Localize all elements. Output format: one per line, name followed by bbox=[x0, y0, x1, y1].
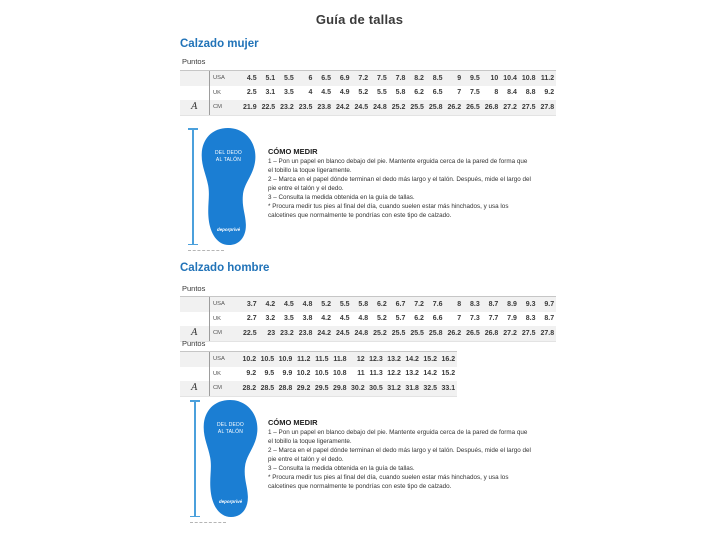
women-size-table bbox=[180, 70, 556, 116]
measure-line bbox=[192, 128, 194, 245]
how-to-measure-block-women bbox=[268, 147, 532, 221]
size-value-cell: 4.2 bbox=[265, 300, 276, 308]
marker-spacer-cell bbox=[180, 352, 209, 367]
size-value-cell: 24.5 bbox=[354, 103, 369, 111]
how-to-measure-step: 2 – Marca en el papel dónde terminan el dedo más largo y el talón. Después, mide el largo del pie entre el talón y el dedo. bbox=[268, 446, 531, 463]
table-row-usa bbox=[180, 352, 457, 367]
letter-a-marker: A bbox=[191, 383, 198, 394]
foot-direction-label bbox=[202, 422, 259, 435]
size-value-cell: 4.2 bbox=[321, 315, 331, 323]
size-value-cell: 4.8 bbox=[358, 315, 369, 323]
row-label-uk: UK bbox=[209, 86, 240, 101]
size-value-cell: 9.2 bbox=[544, 89, 555, 97]
size-value-cell: 11.2 bbox=[540, 74, 555, 82]
floor-dash-line bbox=[190, 522, 226, 523]
size-value-cell: 27.2 bbox=[503, 103, 517, 111]
size-value-cell: 4 bbox=[308, 89, 313, 97]
how-to-measure-title: CÓMO MEDIR bbox=[268, 147, 318, 156]
size-value-cell: 26.2 bbox=[447, 329, 462, 337]
size-value-cell: 7.8 bbox=[395, 74, 406, 82]
how-to-measure-title: CÓMO MEDIR bbox=[268, 418, 318, 427]
size-value-cell: 5.2 bbox=[377, 315, 387, 323]
size-value-cell: 11.8 bbox=[333, 355, 347, 363]
size-value-cell: 7.9 bbox=[507, 315, 517, 323]
size-value-cell: 5.8 bbox=[358, 300, 369, 308]
size-value-cell: 5.2 bbox=[358, 89, 369, 97]
size-value-cell: 10.5 bbox=[260, 355, 275, 363]
size-value-cell: 24.2 bbox=[317, 329, 331, 337]
size-value-cell: 3.1 bbox=[265, 89, 276, 97]
size-value-cell: 3.7 bbox=[246, 300, 257, 308]
size-value-cell: 9.9 bbox=[282, 370, 293, 378]
size-value-cell: 8.9 bbox=[507, 300, 517, 308]
size-value-cell: 32.5 bbox=[423, 384, 438, 392]
measure-line-top-cap bbox=[188, 128, 198, 130]
row-label-cm: CM bbox=[209, 100, 240, 115]
size-value-cell: 9.7 bbox=[544, 300, 555, 308]
size-value-cell: 8 bbox=[457, 300, 462, 308]
size-value-cell: 24.8 bbox=[354, 329, 369, 337]
size-value-cell: 10.8 bbox=[332, 370, 347, 378]
size-value-cell: 27.5 bbox=[521, 329, 536, 337]
how-to-measure-step: * Procura medir tus pies al final del día, cuando suelen estar más hinchados, y usa los calcetines que normalmente te pondrías con este tipo de calzado. bbox=[268, 202, 509, 219]
size-value-cell: 14.2 bbox=[405, 355, 419, 363]
size-value-cell: 4.8 bbox=[302, 300, 313, 308]
size-value-cell: 23.8 bbox=[298, 329, 313, 337]
size-value-cell: 3.8 bbox=[302, 315, 313, 323]
marker-spacer-cell bbox=[180, 86, 209, 101]
size-value-cell: 15.2 bbox=[441, 370, 456, 378]
size-value-cell: 24.8 bbox=[373, 103, 387, 111]
section-heading-men: Calzado hombre bbox=[180, 262, 270, 274]
size-value-cell: 5.5 bbox=[339, 300, 350, 308]
size-value-cell: 5.5 bbox=[377, 89, 387, 97]
table-row-cm bbox=[180, 381, 457, 396]
size-value-cell: 7.7 bbox=[488, 315, 499, 323]
size-value-cell: 31.2 bbox=[387, 384, 401, 392]
size-value-cell: 11.3 bbox=[369, 370, 383, 378]
marker-spacer-cell bbox=[180, 367, 209, 382]
size-value-cell: 10.5 bbox=[314, 370, 329, 378]
size-value-cell: 29.8 bbox=[332, 384, 347, 392]
size-value-cell: 6.2 bbox=[414, 89, 424, 97]
foot-direction-label bbox=[200, 150, 257, 163]
size-value-cell: 3.5 bbox=[284, 315, 294, 323]
size-value-cell: 3.2 bbox=[265, 315, 276, 323]
row-label-uk: UK bbox=[209, 312, 240, 327]
size-value-cell: 6.7 bbox=[395, 300, 406, 308]
cm-marker-cell bbox=[180, 100, 209, 115]
table-row-usa bbox=[180, 71, 556, 86]
size-value-cell: 33.1 bbox=[441, 384, 456, 392]
row-label-cm: CM bbox=[209, 381, 240, 396]
size-value-cell: 28.8 bbox=[278, 384, 293, 392]
size-value-cell: 7.2 bbox=[414, 300, 424, 308]
size-value-cell: 8.7 bbox=[544, 315, 555, 323]
floor-dash-line bbox=[188, 250, 224, 251]
brand-label: deporprivé bbox=[216, 227, 241, 232]
size-value-cell: 10.2 bbox=[242, 355, 257, 363]
size-value-cell: 11.2 bbox=[297, 355, 311, 363]
row-label-usa: USA bbox=[209, 71, 240, 86]
size-value-cell: 24.5 bbox=[335, 329, 350, 337]
size-value-cell: 14.2 bbox=[423, 370, 438, 378]
foot-measure-diagram-men bbox=[190, 398, 270, 526]
size-value-cell: 9 bbox=[457, 74, 462, 82]
table-row-uk bbox=[180, 86, 556, 101]
size-value-cell: 2.7 bbox=[246, 315, 257, 323]
size-value-cell: 9.5 bbox=[469, 74, 480, 82]
size-value-cell: 23.2 bbox=[280, 103, 294, 111]
size-value-cell: 5.1 bbox=[265, 74, 276, 82]
size-value-cell: 22.5 bbox=[261, 103, 276, 111]
letter-a-marker: A bbox=[191, 102, 198, 113]
size-value-cell: 25.8 bbox=[428, 103, 443, 111]
size-value-cell: 6.5 bbox=[432, 89, 443, 97]
table-row-uk bbox=[180, 367, 457, 382]
how-to-measure-step: 1 – Pon un papel en blanco debajo del pie. Mantente erguida cerca de la pared de forma que el tobillo la toque ligeramente. bbox=[268, 158, 528, 174]
size-value-cell: 10.9 bbox=[278, 355, 293, 363]
size-value-cell: 15.2 bbox=[423, 355, 438, 363]
size-value-cell: 9.3 bbox=[525, 300, 536, 308]
size-value-cell: 23.5 bbox=[298, 103, 313, 111]
size-value-cell: 11.5 bbox=[315, 355, 329, 363]
letter-a-marker: A bbox=[191, 328, 198, 339]
size-value-cell: 4.5 bbox=[339, 315, 350, 323]
size-value-cell: 13.2 bbox=[387, 355, 401, 363]
size-value-cell: 22.5 bbox=[242, 329, 257, 337]
size-value-cell: 8.3 bbox=[525, 315, 536, 323]
size-value-cell: 9.5 bbox=[264, 370, 275, 378]
size-value-cell: 29.5 bbox=[314, 384, 329, 392]
size-value-cell: 25.5 bbox=[410, 329, 424, 337]
size-value-cell: 13.2 bbox=[405, 370, 419, 378]
foot-direction-line1: DEL DEDO bbox=[215, 150, 242, 156]
how-to-measure-step: * Procura medir tus pies al final del día, cuando suelen estar más hinchados, y usa los calcetines que normalmente te pondrías con este tipo de calzado. bbox=[268, 473, 509, 490]
size-value-cell: 5.8 bbox=[395, 89, 406, 97]
size-value-cell: 21.9 bbox=[242, 103, 257, 111]
puntos-label: Puntos bbox=[182, 284, 206, 293]
size-value-cell: 12 bbox=[356, 355, 365, 363]
row-label-usa: USA bbox=[209, 297, 240, 312]
size-value-cell: 23 bbox=[267, 329, 276, 337]
size-value-cell: 7.3 bbox=[469, 315, 480, 323]
size-value-cell: 28.2 bbox=[242, 384, 257, 392]
marker-spacer-cell bbox=[180, 312, 209, 327]
table-row-uk bbox=[180, 312, 556, 327]
measure-line bbox=[194, 400, 196, 517]
size-value-cell: 26.8 bbox=[484, 329, 499, 337]
size-value-cell: 7 bbox=[457, 315, 462, 323]
size-value-cell: 25.2 bbox=[373, 329, 387, 337]
size-value-cell: 7.6 bbox=[432, 300, 443, 308]
size-value-cell: 23.2 bbox=[280, 329, 294, 337]
size-value-cell: 26.5 bbox=[466, 103, 480, 111]
measure-line-bottom-cap bbox=[188, 244, 198, 246]
size-value-cell: 29.2 bbox=[296, 384, 311, 392]
size-value-cell: 12.2 bbox=[387, 370, 401, 378]
size-value-cell: 10 bbox=[490, 74, 499, 82]
how-to-measure-step: 3 – Consulta la medida obtenida en la guía de tallas. bbox=[268, 193, 415, 201]
size-value-cell: 25.5 bbox=[391, 329, 406, 337]
puntos-label: Puntos bbox=[182, 339, 206, 348]
row-label-uk: UK bbox=[209, 367, 240, 382]
size-value-cell: 7 bbox=[457, 89, 462, 97]
size-value-cell: 4.5 bbox=[246, 74, 257, 82]
row-label-usa: USA bbox=[209, 352, 240, 367]
size-value-cell: 25.2 bbox=[391, 103, 406, 111]
size-value-cell: 30.5 bbox=[369, 384, 383, 392]
section-heading-women: Calzado mujer bbox=[180, 38, 259, 50]
men-size-table-1 bbox=[180, 296, 556, 342]
foot-direction-line1: DEL DEDO bbox=[217, 422, 244, 428]
size-value-cell: 8.3 bbox=[469, 300, 480, 308]
how-to-measure-steps bbox=[268, 158, 532, 221]
size-value-cell: 28.5 bbox=[260, 384, 275, 392]
measure-line-bottom-cap bbox=[190, 516, 200, 518]
size-value-cell: 30.2 bbox=[351, 384, 365, 392]
size-value-cell: 27.5 bbox=[521, 103, 536, 111]
measure-line-top-cap bbox=[190, 400, 200, 402]
size-value-cell: 23.8 bbox=[317, 103, 331, 111]
size-value-cell: 24.2 bbox=[335, 103, 350, 111]
size-value-cell: 27.8 bbox=[540, 103, 555, 111]
size-value-cell: 8 bbox=[494, 89, 499, 97]
size-value-cell: 6.6 bbox=[432, 315, 443, 323]
size-value-cell: 7.5 bbox=[377, 74, 387, 82]
size-value-cell: 8.2 bbox=[414, 74, 424, 82]
size-value-cell: 27.2 bbox=[503, 329, 517, 337]
how-to-measure-step: 3 – Consulta la medida obtenida en la guía de tallas. bbox=[268, 464, 415, 472]
puntos-label: Puntos bbox=[182, 57, 206, 66]
brand-label: deporprivé bbox=[218, 499, 243, 504]
size-value-cell: 25.8 bbox=[428, 329, 443, 337]
marker-spacer-cell bbox=[180, 297, 209, 312]
how-to-measure-steps bbox=[268, 429, 532, 492]
foot-direction-line2: AL TALÓN bbox=[217, 428, 244, 435]
size-value-cell: 31.8 bbox=[405, 384, 419, 392]
size-value-cell: 5.7 bbox=[395, 315, 406, 323]
foot-measure-diagram-women bbox=[188, 126, 268, 254]
size-value-cell: 8.4 bbox=[507, 89, 517, 97]
size-value-cell: 26.8 bbox=[484, 103, 499, 111]
size-value-cell: 11 bbox=[357, 370, 365, 378]
size-value-cell: 2.5 bbox=[246, 89, 257, 97]
foot-direction-line2: AL TALÓN bbox=[215, 156, 242, 163]
size-value-cell: 9.2 bbox=[246, 370, 257, 378]
size-value-cell: 4.5 bbox=[321, 89, 331, 97]
page-title: Guía de tallas bbox=[315, 12, 404, 27]
size-value-cell: 27.8 bbox=[540, 329, 555, 337]
size-value-cell: 26.2 bbox=[447, 103, 462, 111]
size-value-cell: 6.2 bbox=[377, 300, 387, 308]
size-value-cell: 4.9 bbox=[339, 89, 350, 97]
size-value-cell: 10.4 bbox=[503, 74, 517, 82]
men-size-table-2 bbox=[180, 351, 457, 397]
size-value-cell: 25.5 bbox=[410, 103, 424, 111]
how-to-measure-step: 1 – Pon un papel en blanco debajo del pie. Mantente erguida cerca de la pared de forma que el tobillo la toque ligeramente. bbox=[268, 429, 528, 445]
size-value-cell: 4.5 bbox=[284, 300, 294, 308]
marker-spacer-cell bbox=[180, 71, 209, 86]
table-row-cm bbox=[180, 100, 556, 115]
size-value-cell: 7.2 bbox=[358, 74, 369, 82]
row-label-cm: CM bbox=[209, 326, 240, 341]
size-value-cell: 6.2 bbox=[414, 315, 424, 323]
size-value-cell: 26.5 bbox=[466, 329, 480, 337]
size-value-cell: 6.9 bbox=[339, 74, 350, 82]
table-row-usa bbox=[180, 297, 556, 312]
size-value-cell: 10.8 bbox=[521, 74, 536, 82]
size-value-cell: 12.3 bbox=[369, 355, 383, 363]
size-value-cell: 10.2 bbox=[296, 370, 311, 378]
cm-marker-cell bbox=[180, 381, 209, 396]
size-value-cell: 6 bbox=[308, 74, 313, 82]
size-value-cell: 3.5 bbox=[284, 89, 294, 97]
size-value-cell: 8.5 bbox=[432, 74, 443, 82]
size-value-cell: 8.7 bbox=[488, 300, 499, 308]
size-value-cell: 6.5 bbox=[321, 74, 331, 82]
size-value-cell: 16.2 bbox=[441, 355, 456, 363]
size-value-cell: 5.2 bbox=[321, 300, 331, 308]
size-value-cell: 8.8 bbox=[525, 89, 536, 97]
size-value-cell: 7.5 bbox=[469, 89, 480, 97]
how-to-measure-block-men bbox=[268, 418, 532, 492]
how-to-measure-step: 2 – Marca en el papel dónde terminan el dedo más largo y el talón. Después, mide el largo del pie entre el talón y el dedo. bbox=[268, 175, 531, 192]
table-row-cm bbox=[180, 326, 556, 341]
size-value-cell: 5.5 bbox=[284, 74, 294, 82]
